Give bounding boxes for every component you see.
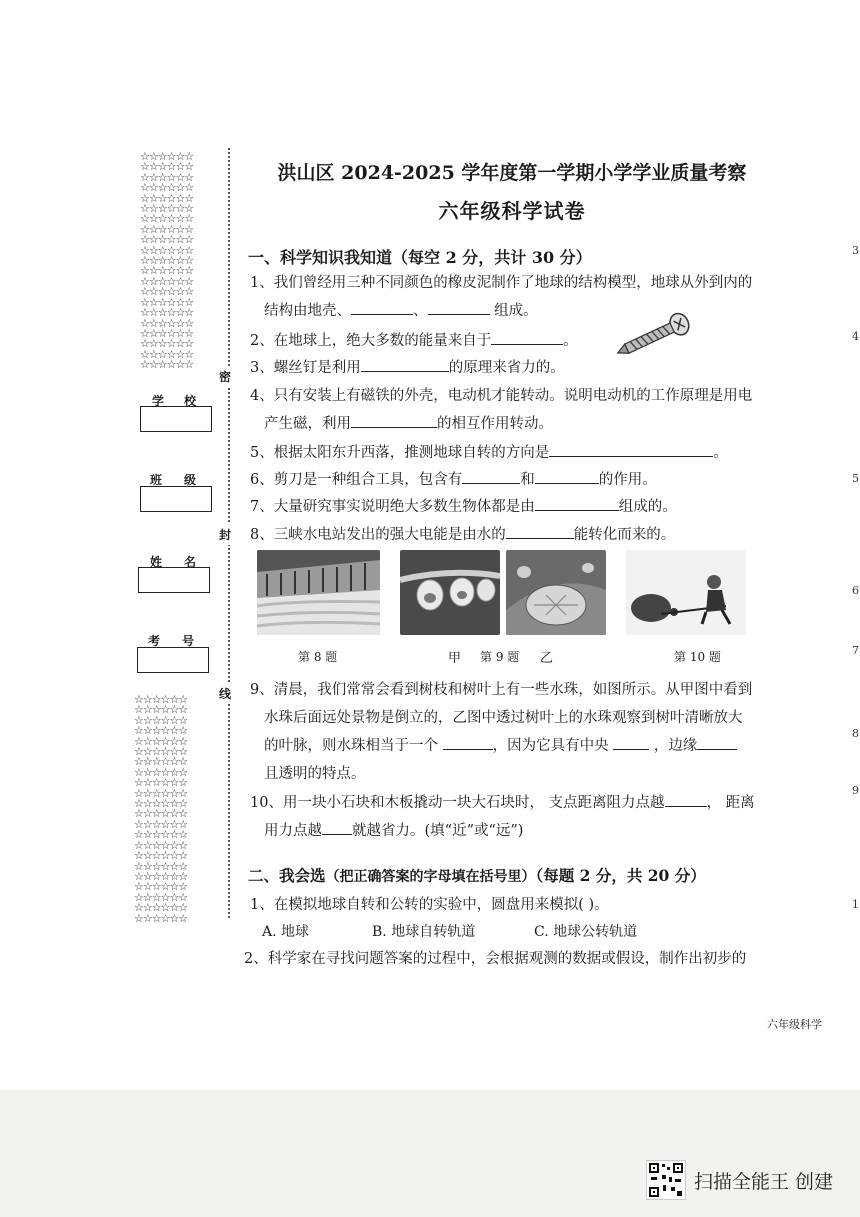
star-border-top: ☆☆☆☆☆☆ ☆☆☆☆☆☆ ☆☆☆☆☆☆ ☆☆☆☆☆☆ ☆☆☆☆☆☆ ☆☆☆☆☆☆ ☆☆☆☆☆☆ ☆☆☆☆☆☆ ☆☆☆☆☆☆ ☆☆☆☆☆☆ ☆☆☆☆☆☆ ☆☆☆☆☆☆ ☆☆☆☆☆☆ ☆☆☆☆☆☆ ☆☆☆☆☆☆ ☆☆☆☆☆☆ ☆☆☆☆☆☆ ☆☆☆☆☆☆ ☆☆☆☆☆☆ ☆☆☆☆☆☆ ☆☆☆☆☆☆ [140,150,194,372]
question-4-line2: 产生磁，利用 的相互作用转动。 [264,412,553,433]
caption-q9-yi: 乙 [540,651,554,666]
s2-q1-option-c[interactable]: C. 地球公转轨道 [534,924,638,940]
section2-heading: 二、我会选（把正确答案的字母填在括号里）（每题 2 分，共 20 分） [248,866,706,885]
caption-q9: 第 9 题 [480,650,520,664]
edge-number: 8 [852,727,859,740]
question-5: 5、根据太阳东升西落，推测地球自转的方向是 。 [250,441,728,462]
name-field[interactable] [138,567,210,593]
question-10-line1: 10、用一块小石块和木板撬动一块大石块时， 支点距离阻力点越 ， 距离 [250,791,755,812]
q4-blank[interactable] [351,413,437,428]
question-4-line1: 4、只有安装上有磁铁的外壳，电动机才能转动。说明电动机的工作原理是用电 [250,388,753,404]
class-field[interactable] [140,486,212,512]
s2-q1-option-b[interactable]: B. 地球自转轨道 [372,924,476,940]
name-label: 姓 名 [150,555,197,569]
screw-icon [612,312,696,360]
edge-number: 9 [852,784,859,797]
q6-blank-2[interactable] [535,469,599,484]
edge-number: 5 [852,472,859,485]
q1-blank-1[interactable] [351,300,413,315]
edge-number: 1 [852,898,859,911]
exam-title: 洪山区 2024-2025 学年度第一学期小学学业质量考察 [277,162,747,184]
question-9-line1: 9、清晨，我们常常会看到树枝和树叶上有一些水珠，如图所示。从甲图中看到 [250,682,753,698]
q1-blank-2[interactable] [428,300,490,315]
page-footer: 六年级科学 [767,1018,822,1031]
qr-code-icon [646,1160,686,1200]
seal-char-xian: 线 [219,683,231,704]
school-label: 学 校 [152,394,197,408]
edge-number: 6 [852,584,859,597]
question-2: 2、在地球上，绝大多数的能量来自于 。 [250,329,578,350]
question-10-line2: 用力点越 就越省力。(填“近”或“远”) [264,819,523,840]
class-label: 班 级 [150,473,197,487]
question-9-line4: 且透明的特点。 [264,766,366,782]
q10-blank-2[interactable] [322,820,352,835]
s2-question-2: 2、科学家在寻找问题答案的过程中，会根据观测的数据或假设，制作出初步的 [244,951,747,967]
q8-blank[interactable] [506,524,574,539]
q3-blank[interactable] [361,357,449,372]
question-9-line2: 水珠后面远处景物是倒立的，乙图中透过树叶上的水珠观察到树叶清晰放大 [264,710,743,726]
q9-blank-2[interactable] [613,735,649,750]
q2-blank[interactable] [491,330,563,345]
edge-number: 4 [852,330,859,343]
question-7: 7、大量研究事实说明绝大多数生物体都是由 组成的。 [250,495,677,516]
dam-photo [257,550,380,635]
exam-number-field[interactable] [137,647,209,673]
question-9-line3: 的叶脉，则水珠相当于一个 ，因为它具有中央 ，边缘 [264,734,737,755]
question-8: 8、三峡水电站发出的强大电能是由水的 能转化而来的。 [250,523,675,544]
edge-number: 3 [852,244,859,257]
question-1-line2: 结构由地壳、 、 组成。 [264,299,538,320]
caption-q10: 第 10 题 [674,650,721,664]
camscanner-watermark [646,1160,833,1200]
q9-blank-3[interactable] [697,735,737,750]
question-3: 3、螺丝钉是利用 的原理来省力的。 [250,356,565,377]
school-field[interactable] [140,406,212,432]
q9-blank-1[interactable] [443,735,493,750]
edge-number: 7 [852,644,859,657]
s2-q1-option-a[interactable]: A. 地球 [262,924,310,940]
q5-blank[interactable] [549,442,713,457]
exam-subtitle: 六年级科学试卷 [438,199,586,223]
water-droplet-photo-b [506,550,606,635]
lever-photo [626,550,746,635]
caption-q9-jia: 甲 [448,651,462,666]
s2-question-1: 1、在模拟地球自转和公转的实验中，圆盘用来模拟( )。 [250,897,609,913]
q6-blank-1[interactable] [462,469,520,484]
question-1-line1: 1、我们曾经用三种不同颜色的橡皮泥制作了地球的结构模型，地球从外到内的 [250,275,753,291]
exam-number-label: 考 号 [148,634,195,648]
water-droplet-photo-a [400,550,500,635]
camscanner-text: 扫描全能王 创建 [694,1170,834,1193]
q7-blank[interactable] [535,496,619,511]
seal-char-mi: 密 [219,366,231,387]
section1-heading: 一、科学知识我知道（每空 2 分，共计 30 分） [248,248,592,267]
q10-blank-1[interactable] [665,792,707,807]
star-border-bottom: ☆☆☆☆☆☆ ☆☆☆☆☆☆ ☆☆☆☆☆☆ ☆☆☆☆☆☆ ☆☆☆☆☆☆ ☆☆☆☆☆☆ ☆☆☆☆☆☆ ☆☆☆☆☆☆ ☆☆☆☆☆☆ ☆☆☆☆☆☆ ☆☆☆☆☆☆ ☆☆☆☆☆☆ ☆☆☆☆☆☆ ☆☆☆☆☆☆ ☆☆☆☆☆☆ ☆☆☆☆☆☆ ☆☆☆☆☆☆ ☆☆☆☆☆☆ ☆☆☆☆☆☆ ☆☆☆☆☆☆ ☆☆☆☆☆☆ ☆☆☆☆☆☆ [134,693,188,925]
question-6: 6、剪刀是一种组合工具，包含有 和 的作用。 [250,468,657,489]
caption-q8: 第 8 题 [298,650,338,664]
seal-char-feng: 封 [219,524,231,545]
